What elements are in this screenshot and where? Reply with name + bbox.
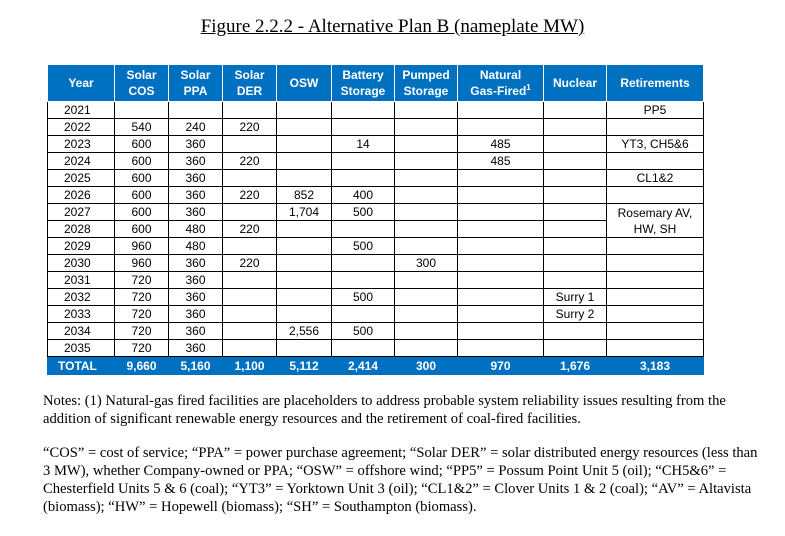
cell-solar-der: 220	[223, 119, 277, 136]
cell-solar-ppa	[169, 102, 223, 119]
cell-solar-ppa: 480	[169, 221, 223, 238]
cell-retirements	[607, 255, 704, 272]
cell-battery-storage	[332, 102, 395, 119]
table-row	[48, 170, 704, 187]
cell-battery-storage	[332, 153, 395, 170]
cell-nuclear	[544, 204, 607, 221]
cell-year: 2028	[48, 221, 115, 238]
cell-pumped-storage	[395, 170, 458, 187]
cell-nuclear	[544, 136, 607, 153]
header-natural-gas-fired: Natural Gas-Fired$^1$	[458, 65, 544, 102]
cell-nuclear	[544, 102, 607, 119]
cell-nuclear	[544, 340, 607, 357]
cell-battery-storage: 400	[332, 187, 395, 204]
figure-title: Figure 2.2.2 - Alternative Plan B (nameplate MW)	[200, 16, 585, 37]
cell-nuclear	[544, 119, 607, 136]
cell-natural-gas-fired	[458, 255, 544, 272]
cell-battery-storage	[332, 340, 395, 357]
total-pumped-storage: 300	[395, 357, 458, 375]
total-solar-der: 1,100	[223, 357, 277, 375]
cell-year: 2024	[48, 153, 115, 170]
header-year: Year	[48, 65, 115, 102]
cell-year: 2021	[48, 102, 115, 119]
cell-natural-gas-fired	[458, 170, 544, 187]
cell-osw	[277, 272, 332, 289]
cell-battery-storage	[332, 306, 395, 323]
cell-retirements: Rosemary AV, HW, SH	[607, 204, 704, 238]
cell-natural-gas-fired	[458, 221, 544, 238]
table-row	[48, 255, 704, 272]
table-row	[48, 340, 704, 357]
cell-nuclear	[544, 238, 607, 255]
table-header-row	[48, 65, 704, 102]
cell-retirements: PP5	[607, 102, 704, 119]
cell-solar-cos: 960	[115, 238, 169, 255]
cell-solar-der	[223, 136, 277, 153]
cell-natural-gas-fired	[458, 238, 544, 255]
cell-solar-cos: 720	[115, 306, 169, 323]
cell-osw: 1,704	[277, 204, 332, 221]
cell-solar-der	[223, 340, 277, 357]
table-row	[48, 187, 704, 204]
cell-solar-cos: 600	[115, 204, 169, 221]
cell-solar-cos: 600	[115, 170, 169, 187]
cell-battery-storage	[332, 255, 395, 272]
cell-solar-cos: 960	[115, 255, 169, 272]
cell-retirements	[607, 238, 704, 255]
header-nuclear: Nuclear	[544, 65, 607, 102]
header-solar-der: Solar DER	[223, 65, 277, 102]
cell-year: 2027	[48, 204, 115, 221]
cell-pumped-storage	[395, 306, 458, 323]
cell-year: 2022	[48, 119, 115, 136]
cell-solar-ppa: 360	[169, 187, 223, 204]
cell-pumped-storage	[395, 221, 458, 238]
total-row	[48, 357, 704, 375]
cell-retirements: YT3, CH5&6	[607, 136, 704, 153]
header-retirements: Retirements	[607, 65, 704, 102]
cell-solar-ppa: 360	[169, 136, 223, 153]
cell-year: 2023	[48, 136, 115, 153]
cell-year: 2031	[48, 272, 115, 289]
cell-solar-ppa: 360	[169, 323, 223, 340]
cell-osw	[277, 102, 332, 119]
cell-solar-der: 220	[223, 187, 277, 204]
cell-nuclear	[544, 221, 607, 238]
cell-natural-gas-fired	[458, 187, 544, 204]
cell-battery-storage: 500	[332, 289, 395, 306]
cell-nuclear	[544, 272, 607, 289]
cell-nuclear: Surry 1	[544, 289, 607, 306]
cell-osw	[277, 306, 332, 323]
notes-paragraph: Notes: (1) Natural-gas fired facilities are placeholders to address probable system reliability issues resulting from the addition of significant renewable energy resources and the retirement of coal-fired facilities.	[43, 393, 726, 427]
cell-solar-cos: 600	[115, 221, 169, 238]
cell-nuclear	[544, 170, 607, 187]
cell-natural-gas-fired	[458, 119, 544, 136]
cell-solar-der: 220	[223, 153, 277, 170]
alternative-plan-table	[47, 64, 704, 375]
cell-solar-cos: 720	[115, 340, 169, 357]
cell-year: 2035	[48, 340, 115, 357]
cell-solar-ppa: 360	[169, 170, 223, 187]
cell-year: 2029	[48, 238, 115, 255]
cell-solar-cos: 720	[115, 289, 169, 306]
cell-battery-storage: 500	[332, 238, 395, 255]
cell-natural-gas-fired	[458, 272, 544, 289]
cell-retirements	[607, 187, 704, 204]
cell-retirements: CL1&2	[607, 170, 704, 187]
total-solar-cos: 9,660	[115, 357, 169, 375]
cell-solar-cos: 540	[115, 119, 169, 136]
cell-retirements	[607, 153, 704, 170]
cell-natural-gas-fired	[458, 306, 544, 323]
cell-year: 2025	[48, 170, 115, 187]
total-battery-storage: 2,414	[332, 357, 395, 375]
cell-osw	[277, 340, 332, 357]
cell-solar-der: 220	[223, 221, 277, 238]
cell-natural-gas-fired	[458, 204, 544, 221]
total-retirements: 3,183	[607, 357, 704, 375]
cell-solar-der	[223, 272, 277, 289]
cell-year: 2034	[48, 323, 115, 340]
total-year: TOTAL	[48, 357, 115, 375]
cell-solar-ppa: 360	[169, 272, 223, 289]
cell-year: 2030	[48, 255, 115, 272]
cell-pumped-storage	[395, 187, 458, 204]
cell-solar-der	[223, 102, 277, 119]
cell-nuclear	[544, 323, 607, 340]
table-row	[48, 119, 704, 136]
cell-solar-cos: 600	[115, 187, 169, 204]
table-row	[48, 221, 704, 238]
cell-pumped-storage	[395, 289, 458, 306]
cell-osw	[277, 119, 332, 136]
header-solar-ppa: Solar PPA	[169, 65, 223, 102]
table-row	[48, 153, 704, 170]
cell-retirements	[607, 306, 704, 323]
cell-pumped-storage	[395, 204, 458, 221]
cell-osw	[277, 289, 332, 306]
cell-osw: 852	[277, 187, 332, 204]
cell-battery-storage	[332, 119, 395, 136]
cell-year: 2032	[48, 289, 115, 306]
cell-solar-der	[223, 323, 277, 340]
cell-battery-storage: 500	[332, 323, 395, 340]
cell-solar-ppa: 360	[169, 340, 223, 357]
cell-natural-gas-fired	[458, 289, 544, 306]
cell-solar-der	[223, 170, 277, 187]
cell-nuclear	[544, 187, 607, 204]
cell-pumped-storage	[395, 272, 458, 289]
cell-pumped-storage	[395, 323, 458, 340]
cell-solar-cos: 720	[115, 272, 169, 289]
cell-retirements	[607, 272, 704, 289]
cell-pumped-storage	[395, 340, 458, 357]
cell-solar-der	[223, 289, 277, 306]
total-osw: 5,112	[277, 357, 332, 375]
cell-battery-storage	[332, 272, 395, 289]
table-row	[48, 289, 704, 306]
cell-pumped-storage: 300	[395, 255, 458, 272]
table-row	[48, 306, 704, 323]
abbreviations-paragraph: “COS” = cost of service; “PPA” = power purchase agreement; “Solar DER” = solar distributed energy resources (less than 3 MW), whether Company-owned or PPA; “OSW” = offshore wind; “PP5” = Possum Point Unit 5 (oil); “CH5&6” = Chesterfield Units 5 & 6 (coal); “YT3” = Yorktown Unit 3 (oil); “CL1&2” = Clover Units 1 & 2 (coal); “AV” = Altavista (biomass); “HW” = Hopewell (biomass); “SH” = Southampton (biomass).	[43, 445, 758, 515]
cell-solar-der	[223, 306, 277, 323]
table-row	[48, 323, 704, 340]
cell-battery-storage	[332, 170, 395, 187]
cell-natural-gas-fired: 485	[458, 136, 544, 153]
cell-pumped-storage	[395, 102, 458, 119]
total-solar-ppa: 5,160	[169, 357, 223, 375]
header-osw: OSW	[277, 65, 332, 102]
cell-retirements	[607, 289, 704, 306]
cell-natural-gas-fired	[458, 340, 544, 357]
cell-natural-gas-fired	[458, 323, 544, 340]
cell-solar-cos: 600	[115, 153, 169, 170]
cell-solar-ppa: 360	[169, 306, 223, 323]
cell-nuclear	[544, 255, 607, 272]
cell-osw	[277, 153, 332, 170]
header-pumped-storage: Pumped Storage	[395, 65, 458, 102]
cell-solar-cos: 720	[115, 323, 169, 340]
cell-solar-ppa: 360	[169, 289, 223, 306]
cell-solar-der: 220	[223, 255, 277, 272]
cell-nuclear	[544, 153, 607, 170]
cell-retirements	[607, 119, 704, 136]
cell-pumped-storage	[395, 136, 458, 153]
cell-osw	[277, 238, 332, 255]
cell-osw	[277, 255, 332, 272]
table-row	[48, 204, 704, 221]
cell-solar-cos	[115, 102, 169, 119]
cell-solar-der	[223, 238, 277, 255]
cell-solar-ppa: 360	[169, 153, 223, 170]
cell-solar-ppa: 240	[169, 119, 223, 136]
total-natural-gas-fired: 970	[458, 357, 544, 375]
cell-pumped-storage	[395, 153, 458, 170]
cell-osw	[277, 136, 332, 153]
cell-pumped-storage	[395, 119, 458, 136]
cell-natural-gas-fired: 485	[458, 153, 544, 170]
cell-osw: 2,556	[277, 323, 332, 340]
cell-solar-ppa: 360	[169, 204, 223, 221]
cell-year: 2026	[48, 187, 115, 204]
cell-retirements	[607, 340, 704, 357]
cell-battery-storage: 500	[332, 204, 395, 221]
cell-natural-gas-fired	[458, 102, 544, 119]
total-nuclear: 1,676	[544, 357, 607, 375]
header-battery-storage: Battery Storage	[332, 65, 395, 102]
cell-solar-cos: 600	[115, 136, 169, 153]
cell-battery-storage: 14	[332, 136, 395, 153]
cell-battery-storage	[332, 221, 395, 238]
cell-retirements	[607, 323, 704, 340]
cell-solar-der	[223, 204, 277, 221]
cell-osw	[277, 221, 332, 238]
table-row	[48, 272, 704, 289]
cell-osw	[277, 170, 332, 187]
table-row	[48, 102, 704, 119]
table-row	[48, 238, 704, 255]
header-solar-cos: Solar COS	[115, 65, 169, 102]
cell-year: 2033	[48, 306, 115, 323]
cell-solar-ppa: 360	[169, 255, 223, 272]
cell-solar-ppa: 480	[169, 238, 223, 255]
cell-pumped-storage	[395, 238, 458, 255]
table-row	[48, 136, 704, 153]
cell-nuclear: Surry 2	[544, 306, 607, 323]
